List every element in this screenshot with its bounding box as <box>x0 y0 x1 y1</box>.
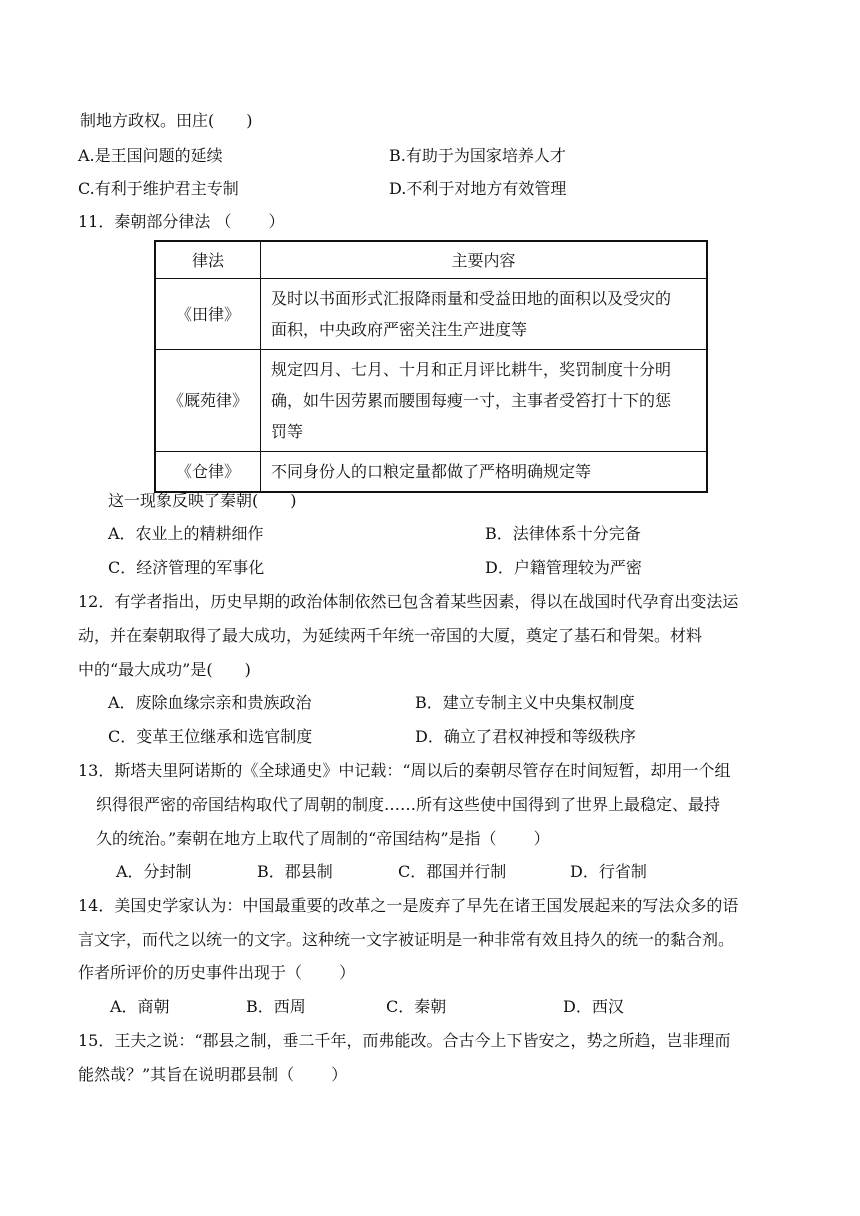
qin-law-table <box>154 240 708 493</box>
table-header-content: 主要内容 <box>261 241 708 279</box>
q10-option-b: B.有助于为国家培养人才 <box>389 146 566 165</box>
q15-line-2: 能然哉？”其旨在说明郡县制（ ） <box>78 1065 348 1084</box>
q14-option-b: B．西周 <box>246 997 306 1016</box>
q14-line-3: 作者所评价的历史事件出现于（ ） <box>78 963 356 982</box>
q13-option-b: B．郡县制 <box>257 862 333 881</box>
law-name: 《厩苑律》 <box>155 350 261 452</box>
table-header-law: 律法 <box>155 241 261 279</box>
table-row <box>155 452 707 493</box>
q15-line-1: 15．王夫之说：“郡县之制，垂二千年，而弗能改。合古今上下皆安之，势之所趋，岂非理而 <box>78 1031 731 1050</box>
law-content-line: 不同身份人的口粮定量都做了严格明确规定等 <box>271 462 592 481</box>
q14-option-c: C．秦朝 <box>386 997 447 1016</box>
law-content-line: 及时以书面形式汇报降雨量和受益田地的面积以及受灾的 <box>271 289 672 308</box>
q14-line-2: 言文字，而代之以统一的文字。这种统一文字被证明是一种非常有效且持久的统一的黏合剂。 <box>78 930 735 949</box>
law-name: 《田律》 <box>155 279 261 350</box>
q13-line-3: 久的统治。”秦朝在地方上取代了周制的“帝国结构”是指（ ） <box>96 829 550 848</box>
table-row <box>155 350 707 452</box>
law-content-line: 面积，中央政府严密关注生产进度等 <box>271 320 528 339</box>
q10-option-d: D.不利于对地方有效管理 <box>389 179 567 198</box>
q11-option-a: A．农业上的精耕细作 <box>108 524 264 543</box>
q12-option-b: B．建立专制主义中央集权制度 <box>415 693 635 712</box>
q12-line-2: 动，并在秦朝取得了最大成功，为延续两千年统一帝国的大厦，奠定了基石和骨架。材料 <box>78 626 703 645</box>
q11-option-d: D．户籍管理较为严密 <box>485 558 642 577</box>
q13-option-c: C．郡国并行制 <box>398 862 507 881</box>
law-content <box>261 279 708 350</box>
q14-option-d: D．西汉 <box>563 997 624 1016</box>
table-row <box>155 279 707 350</box>
q12-option-a: A．废除血缘宗亲和贵族政治 <box>108 693 312 712</box>
law-content-line: 罚等 <box>271 422 304 441</box>
q12-line-1: 12．有学者指出，历史早期的政治体制依然已包含着某些因素，得以在战国时代孕育出变法运 <box>78 592 739 611</box>
q13-option-d: D．行省制 <box>570 862 647 881</box>
law-content <box>261 350 708 452</box>
q10-option-a: A.是王国问题的延续 <box>78 146 223 165</box>
q12-option-d: D．确立了君权神授和等级秩序 <box>415 727 636 746</box>
q14-option-a: A．商朝 <box>110 997 170 1016</box>
q12-option-c: C．变革王位继承和选官制度 <box>108 727 313 746</box>
q12-line-3: 中的“最大成功”是( ) <box>78 660 251 679</box>
q11-option-b: B．法律体系十分完备 <box>485 524 641 543</box>
q13-option-a: A．分封制 <box>116 862 192 881</box>
law-content-line: 规定四月、七月、十月和正月评比耕牛，奖罚制度十分明 <box>271 360 672 379</box>
q11-option-c: C．经济管理的军事化 <box>108 558 265 577</box>
q10-stem-end: 制地方政权。田庄( ) <box>80 111 253 130</box>
q14-line-1: 14．美国史学家认为：中国最重要的改革之一是废弃了早先在诸王国发展起来的写法众多的语 <box>78 896 739 915</box>
q11-stem: 11．秦朝部分律法 （ ） <box>78 212 285 231</box>
law-name: 《仓律》 <box>155 452 261 493</box>
law-content <box>261 452 708 493</box>
q11-question: 这一现象反映了秦朝( ) <box>108 491 297 510</box>
q13-line-2: 织得很严密的帝国结构取代了周朝的制度……所有这些使中国得到了世界上最稳定、最持 <box>96 795 721 814</box>
table-header-row <box>155 241 707 279</box>
q10-option-c: C.有利于维护君主专制 <box>78 179 239 198</box>
q13-line-1: 13．斯塔夫里阿诺斯的《全球通史》中记载：“周以后的秦朝尽管存在时间短暂，却用一个组 <box>78 761 731 780</box>
law-content-line: 确，如牛因劳累而腰围每瘦一寸，主事者受笞打十下的惩 <box>271 391 672 410</box>
